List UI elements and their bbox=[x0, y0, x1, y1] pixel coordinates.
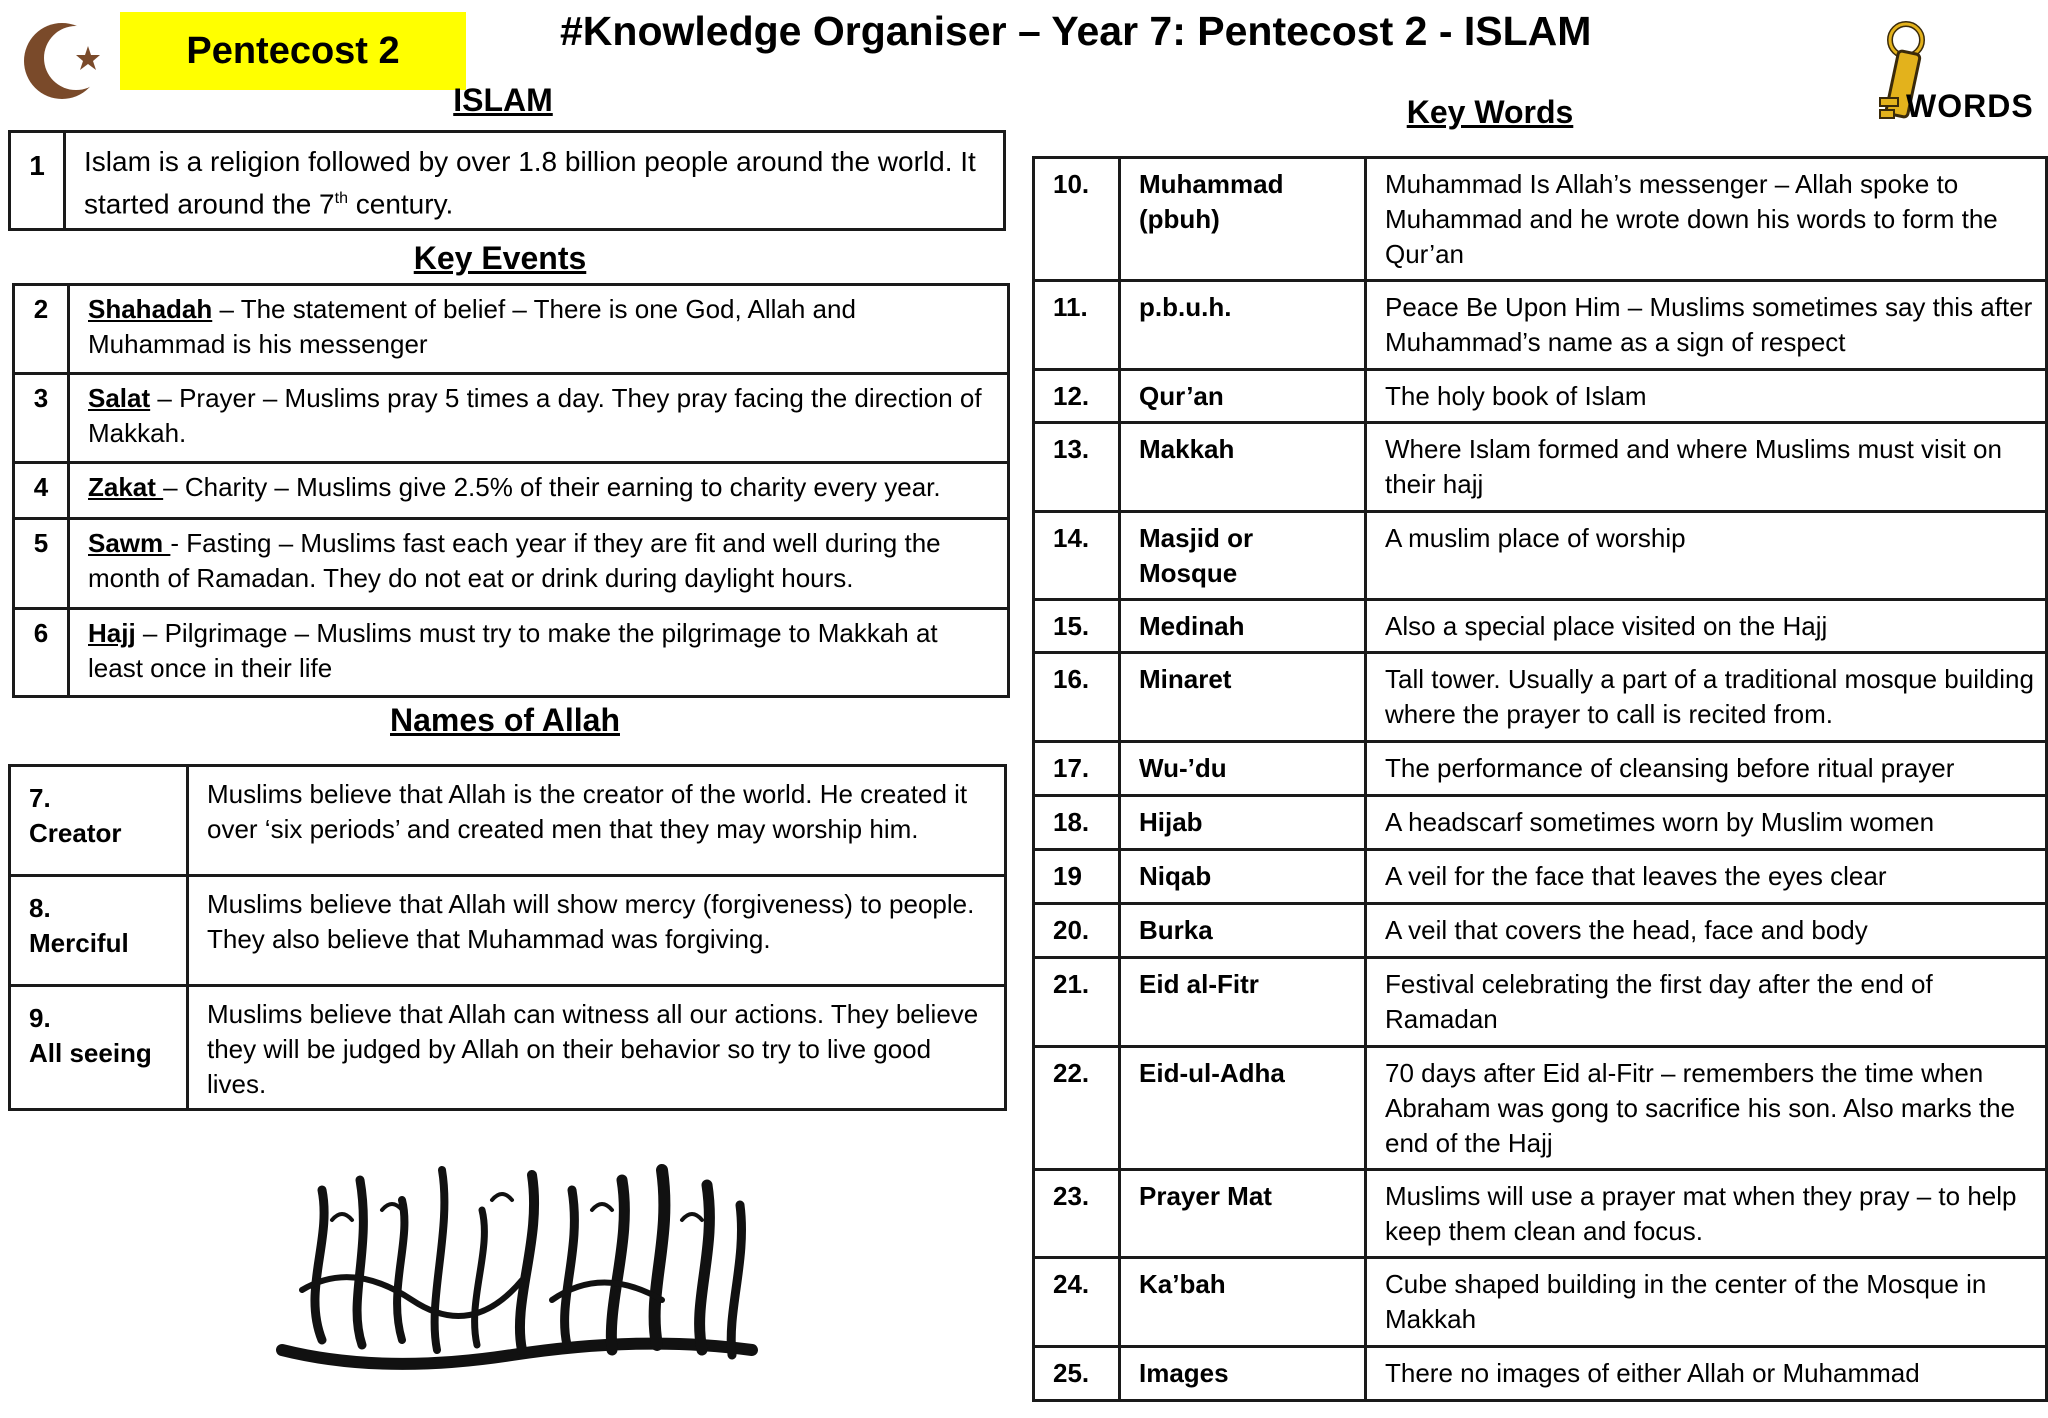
event-text: Salat – Prayer – Muslims pray 5 times a day. They pray facing the direction of Makkah. bbox=[69, 374, 1009, 463]
key-icon-label: WORDS bbox=[1906, 88, 2034, 124]
key-word-definition: The holy book of Islam bbox=[1366, 370, 2047, 423]
key-word-definition: Where Islam formed and where Muslims must visit on their hajj bbox=[1366, 423, 2047, 512]
key-word-term: Makkah bbox=[1120, 423, 1366, 512]
islam-heading: ISLAM bbox=[453, 82, 553, 118]
table-row bbox=[1034, 1047, 2047, 1170]
key-word-term: Eid al-Fitr bbox=[1120, 958, 1366, 1047]
table-row bbox=[1034, 958, 2047, 1047]
table-row bbox=[14, 519, 1009, 609]
table-row bbox=[1034, 281, 2047, 370]
table-row bbox=[1034, 653, 2047, 742]
key-word-term: Hijab bbox=[1120, 796, 1366, 850]
row-number: 10. bbox=[1034, 158, 1120, 281]
name-description: Muslims believe that Allah is the creator of the world. He created it over ‘six periods’ and created men that they may worship him. bbox=[188, 766, 1006, 876]
table-row bbox=[14, 463, 1009, 519]
key-word-term: Masjid or Mosque bbox=[1120, 512, 1366, 600]
table-row bbox=[10, 766, 1006, 876]
row-number: 4 bbox=[14, 463, 69, 519]
key-word-definition: A muslim place of worship bbox=[1366, 512, 2047, 600]
row-number: 3 bbox=[14, 374, 69, 463]
name-cell: 7. Creator bbox=[10, 766, 188, 876]
key-word-term: Minaret bbox=[1120, 653, 1366, 742]
key-word-term: p.b.u.h. bbox=[1120, 281, 1366, 370]
row-number: 12. bbox=[1034, 370, 1120, 423]
table-row bbox=[14, 285, 1009, 374]
islam-table bbox=[8, 130, 1006, 231]
table-row bbox=[1034, 1347, 2047, 1401]
shahada-calligraphy-image bbox=[262, 1150, 772, 1380]
row-number: 16. bbox=[1034, 653, 1120, 742]
row-number: 24. bbox=[1034, 1258, 1120, 1347]
row-number: 20. bbox=[1034, 904, 1120, 958]
table-row bbox=[10, 876, 1006, 986]
crescent-star-icon bbox=[20, 18, 110, 103]
key-word-definition: A headscarf sometimes worn by Muslim women bbox=[1366, 796, 2047, 850]
key-word-definition: 70 days after Eid al-Fitr – remembers the time when Abraham was gong to sacrifice his son. Also marks the end of the Hajj bbox=[1366, 1047, 2047, 1170]
row-number: 13. bbox=[1034, 423, 1120, 512]
key-word-definition: There no images of either Allah or Muhammad bbox=[1366, 1347, 2047, 1401]
key-word-term: Ka’bah bbox=[1120, 1258, 1366, 1347]
key-word-definition: Cube shaped building in the center of the Mosque in Makkah bbox=[1366, 1258, 2047, 1347]
row-number: 23. bbox=[1034, 1170, 1120, 1258]
row-number: 15. bbox=[1034, 600, 1120, 653]
key-word-term: Burka bbox=[1120, 904, 1366, 958]
key-word-term: Prayer Mat bbox=[1120, 1170, 1366, 1258]
table-row bbox=[1034, 423, 2047, 512]
key-words-heading: Key Words bbox=[1406, 94, 1574, 130]
names-of-allah-table bbox=[8, 764, 1007, 1111]
islam-intro-text: Islam is a religion followed by over 1.8 billion people around the world. It started around the 7th century. bbox=[65, 132, 1005, 230]
key-word-term: Eid-ul-Adha bbox=[1120, 1047, 1366, 1170]
name-description: Muslims believe that Allah will show mercy (forgiveness) to people. They also believe that Muhammad was forgiving. bbox=[188, 876, 1006, 986]
event-text: Hajj – Pilgrimage – Muslims must try to make the pilgrimage to Makkah at least once in their life bbox=[69, 609, 1009, 697]
row-number: 19 bbox=[1034, 850, 1120, 904]
row-number: 11. bbox=[1034, 281, 1120, 370]
key-word-term: Niqab bbox=[1120, 850, 1366, 904]
key-events-heading: Key Events bbox=[413, 240, 587, 276]
name-description: Muslims believe that Allah can witness all our actions. They believe they will be judged by Allah on their behavior so try to live good lives. bbox=[188, 986, 1006, 1110]
row-number: 14. bbox=[1034, 512, 1120, 600]
key-word-definition: Tall tower. Usually a part of a traditional mosque building where the prayer to call is recited from. bbox=[1366, 653, 2047, 742]
key-word-definition: The performance of cleansing before ritual prayer bbox=[1366, 742, 2047, 796]
names-of-allah-heading: Names of Allah bbox=[390, 702, 620, 738]
row-number: 2 bbox=[14, 285, 69, 374]
table-row bbox=[14, 609, 1009, 697]
table-row bbox=[1034, 796, 2047, 850]
table-row bbox=[1034, 600, 2047, 653]
name-cell: 9. All seeing bbox=[10, 986, 188, 1110]
key-word-definition: Muslims will use a prayer mat when they pray – to help keep them clean and focus. bbox=[1366, 1170, 2047, 1258]
event-text: Zakat – Charity – Muslims give 2.5% of their earning to charity every year. bbox=[69, 463, 1009, 519]
page-title: #Knowledge Organiser – Year 7: Pentecost 2 - ISLAM bbox=[560, 8, 1592, 54]
key-events-table bbox=[12, 283, 1010, 698]
row-number: 22. bbox=[1034, 1047, 1120, 1170]
key-word-term: Medinah bbox=[1120, 600, 1366, 653]
table-row bbox=[1034, 158, 2047, 281]
table-row bbox=[1034, 1258, 2047, 1347]
row-number: 21. bbox=[1034, 958, 1120, 1047]
table-row bbox=[1034, 850, 2047, 904]
event-text: Sawm - Fasting – Muslims fast each year if they are fit and well during the month of Ramadan. They do not eat or drink during daylight hours. bbox=[69, 519, 1009, 609]
table-row bbox=[1034, 1170, 2047, 1258]
key-word-term: Wu-’du bbox=[1120, 742, 1366, 796]
key-word-term: Images bbox=[1120, 1347, 1366, 1401]
name-cell: 8. Merciful bbox=[10, 876, 188, 986]
key-word-term: Qur’an bbox=[1120, 370, 1366, 423]
row-number: 17. bbox=[1034, 742, 1120, 796]
key-word-definition: A veil that covers the head, face and body bbox=[1366, 904, 2047, 958]
key-word-definition: Also a special place visited on the Hajj bbox=[1366, 600, 2047, 653]
event-text: Shahadah – The statement of belief – There is one God, Allah and Muhammad is his messenger bbox=[69, 285, 1009, 374]
key-word-definition: Peace Be Upon Him – Muslims sometimes say this after Muhammad’s name as a sign of respect bbox=[1366, 281, 2047, 370]
table-row bbox=[10, 986, 1006, 1110]
key-word-definition: A veil for the face that leaves the eyes clear bbox=[1366, 850, 2047, 904]
table-row bbox=[1034, 512, 2047, 600]
row-number: 18. bbox=[1034, 796, 1120, 850]
key-words-icon bbox=[1866, 18, 2034, 130]
table-row bbox=[1034, 904, 2047, 958]
table-row bbox=[14, 374, 1009, 463]
table-row bbox=[10, 132, 1005, 230]
table-row bbox=[1034, 742, 2047, 796]
key-word-term: Muhammad (pbuh) bbox=[1120, 158, 1366, 281]
table-row bbox=[1034, 370, 2047, 423]
row-number: 1 bbox=[10, 132, 65, 230]
row-number: 25. bbox=[1034, 1347, 1120, 1401]
key-word-definition: Muhammad Is Allah’s messenger – Allah spoke to Muhammad and he wrote down his words to form the Qur’an bbox=[1366, 158, 2047, 281]
key-word-definition: Festival celebrating the first day after the end of Ramadan bbox=[1366, 958, 2047, 1047]
unit-tag: Pentecost 2 bbox=[120, 12, 466, 90]
row-number: 6 bbox=[14, 609, 69, 697]
key-words-table bbox=[1032, 156, 2048, 1402]
row-number: 5 bbox=[14, 519, 69, 609]
